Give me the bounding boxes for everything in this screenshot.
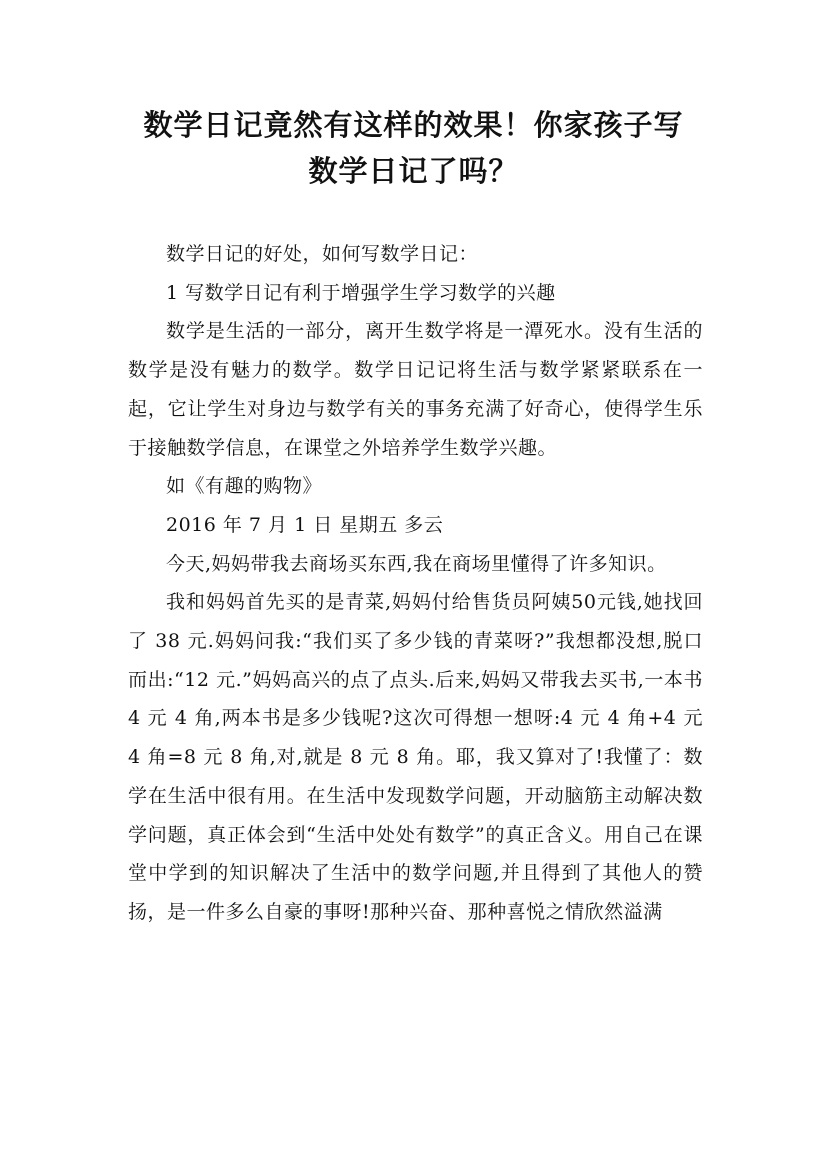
paragraph-heading-1: 1 写数学日记有利于增强学生学习数学的兴趣 <box>166 281 556 304</box>
paragraph-diary-2: 我和妈妈首先买的是青菜,妈妈付给售货员阿姨50元钱,她找回了 38 元.妈妈问我:“我们买了多少钱的青菜呀?”我想都没想,脱口而出:“12 元.”妈妈高兴的点了点头.后来,妈妈又带我去买书,一本书 4 元 4 角,两本书是多少钱呢?这次可得想一想呀:4 元 4 角+4 元 4 角=8 元 8 角,对,就是 8 元 8 角。耶，我又算对了!我懂了：数学在生活中很有用。在生活中发现数学问题，开动脑筋主动解决数学问题，真正体会到“生活中处处有数学”的真正含义。用自己在课堂中学到的知识解决了生活中的数学问题,并且得到了其他人的赞扬，是一件多么自豪的事呀!那种兴奋、那种喜悦之情欣然溢满 <box>128 591 703 923</box>
paragraph-date-line: 2016 年 7 月 1 日 星期五 多云 <box>166 513 444 536</box>
title-line-1: 数学日记竟然有这样的效果！你家孩子写 <box>143 108 684 142</box>
page-title <box>110 102 717 194</box>
paragraph-example-title: 如《有趣的购物》 <box>166 475 323 498</box>
document-body <box>128 235 703 932</box>
paragraph-explanation: 数学是生活的一部分，离开生数学将是一潭死水。没有生活的数学是没有魅力的数学。数学日记记将生活与数学紧紧联系在一起，它让学生对身边与数学有关的事务充满了好奇心，使得学生乐于接触数学信息，在课堂之外培养学生数学兴趣。 <box>128 320 703 459</box>
title-line-2: 数学日记了吗？ <box>308 154 519 188</box>
paragraph-diary-1: 今天,妈妈带我去商场买东西,我在商场里懂得了许多知识。 <box>166 552 667 575</box>
paragraph-intro: 数学日记的好处，如何写数学日记： <box>166 243 479 265</box>
